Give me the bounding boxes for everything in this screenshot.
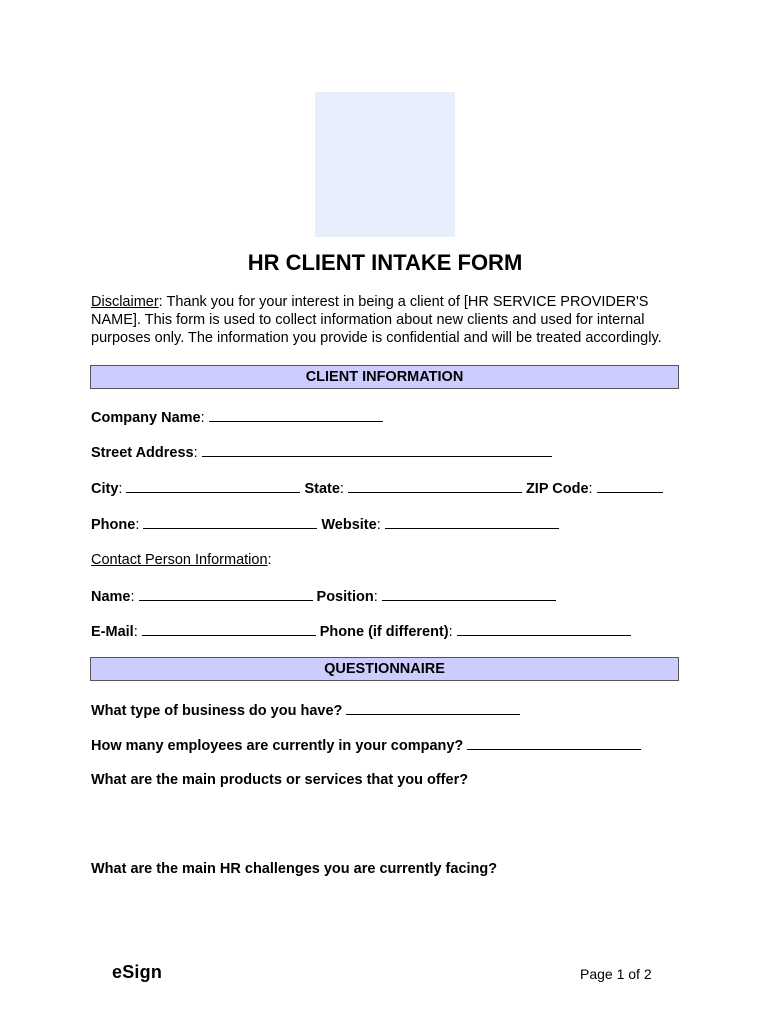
disclaimer-paragraph [91, 293, 681, 347]
zip-code-field[interactable] [597, 479, 663, 493]
question-employee-count [91, 736, 641, 755]
company-name-label: Company Name [91, 410, 201, 426]
logo-placeholder [315, 92, 455, 237]
document-title: HR CLIENT INTAKE FORM [247, 250, 523, 275]
phone-if-different-label: Phone (if different) [319, 624, 449, 640]
section-client-information: CLIENT INFORMATION [90, 365, 679, 389]
position-label: Position [316, 589, 374, 605]
section-questionnaire: QUESTIONNAIRE [90, 657, 679, 681]
question-hr-challenges [91, 860, 497, 878]
street-address-row: Street Address: [91, 443, 552, 462]
company-name-field[interactable] [209, 408, 383, 422]
email-phone-row: E-Mail: Phone (if different): [91, 622, 631, 641]
question-products-services [91, 771, 468, 789]
question-business-type-label: What type of business do you have? [91, 703, 343, 719]
question-employee-count-label: How many employees are currently in your company? [91, 738, 464, 754]
phone-if-different-field[interactable] [457, 622, 631, 636]
question-business-type [91, 701, 520, 720]
contact-person-heading: Contact Person Information: [91, 552, 272, 568]
business-type-field[interactable] [346, 701, 520, 715]
name-field[interactable] [139, 587, 313, 601]
position-field[interactable] [382, 587, 556, 601]
street-address-field[interactable] [202, 443, 552, 457]
contact-person-label: Contact Person Information [91, 552, 268, 568]
disclaimer-label: Disclaimer [91, 294, 159, 310]
state-label: State [304, 481, 340, 497]
page-number: Page 1 of 2 [580, 966, 652, 982]
question-hr-challenges-label: What are the main HR challenges you are currently facing? [91, 861, 498, 877]
phone-label: Phone [91, 517, 136, 533]
email-label: E-Mail [91, 624, 134, 640]
website-field[interactable] [385, 515, 559, 529]
street-address-label: Street Address [91, 445, 194, 461]
disclaimer-text: : Thank you for your interest in being a client of [HR SERVICE PROVIDER'S NAME]. This form is used to collect information about new clients and used for internal purposes only. The information you provide is confidential and will be treated accordingly. [91, 294, 662, 346]
esign-logo: eSign [112, 962, 163, 982]
email-field[interactable] [142, 622, 316, 636]
city-state-zip-row: City: State: ZIP Code: [91, 479, 663, 498]
city-field[interactable] [126, 479, 300, 493]
city-label: City [91, 481, 119, 497]
employee-count-field[interactable] [467, 736, 641, 750]
name-position-row: Name: Position: [91, 587, 556, 606]
state-field[interactable] [348, 479, 522, 493]
website-label: Website [321, 517, 377, 533]
name-label: Name [91, 589, 131, 605]
question-products-services-label: What are the main products or services that you offer? [91, 772, 469, 788]
company-name-row: Company Name: [91, 408, 383, 427]
zip-code-label: ZIP Code [525, 481, 589, 497]
phone-field[interactable] [143, 515, 317, 529]
phone-website-row: Phone: Website: [91, 515, 559, 534]
